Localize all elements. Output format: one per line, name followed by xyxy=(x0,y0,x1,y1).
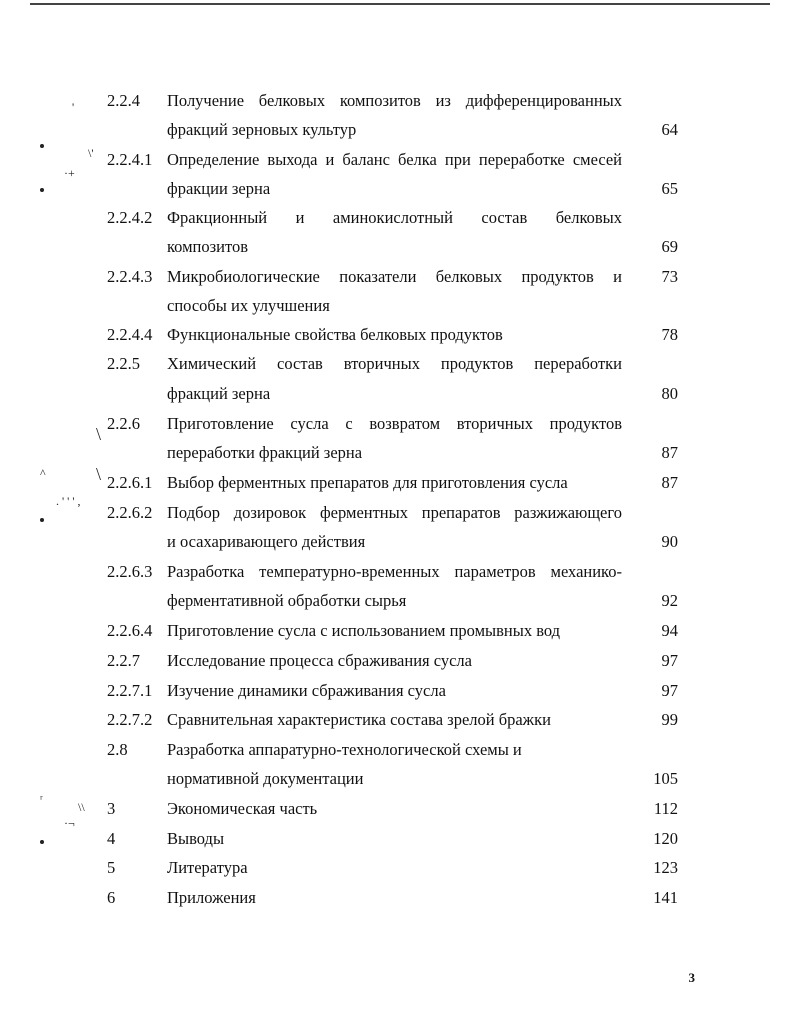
toc-number: 2.2.4.3 xyxy=(107,267,153,286)
toc-page: 141 xyxy=(653,888,678,907)
toc-row xyxy=(0,769,791,799)
toc-title: Функциональные свойства белковых продуктов xyxy=(167,325,503,344)
scan-mark xyxy=(40,518,44,522)
scan-mark: ʳ xyxy=(40,792,43,806)
toc-number: 2.2.4.1 xyxy=(107,150,153,169)
toc-title: Экономическая часть xyxy=(167,799,318,818)
toc-number: 2.2.6.4 xyxy=(107,621,153,640)
toc-row xyxy=(0,150,791,180)
toc-title: Приготовление сусла с использованием промывных вод xyxy=(167,621,561,640)
toc-title: Микробиологические показатели белковых продуктов и xyxy=(167,267,622,286)
toc-number: 2.2.7.2 xyxy=(107,710,153,729)
toc-row xyxy=(0,384,791,414)
page-number: 3 xyxy=(688,970,695,985)
toc-number: 4 xyxy=(107,829,116,848)
toc-page: 90 xyxy=(661,532,678,551)
toc-number: 2.2.4.2 xyxy=(107,208,153,227)
toc-title: фракций зерновых культур xyxy=(167,120,357,139)
toc-number: 2.8 xyxy=(107,740,128,759)
toc-page: 97 xyxy=(661,651,678,670)
toc-row xyxy=(0,651,791,681)
toc-page: 105 xyxy=(653,769,678,788)
toc-page: 69 xyxy=(661,237,678,256)
toc-title: Приложения xyxy=(167,888,256,907)
toc-row xyxy=(0,325,791,355)
toc-row xyxy=(0,473,791,503)
toc-title: Получение белковых композитов из дифференцированных xyxy=(167,91,622,110)
toc-row xyxy=(0,799,791,829)
toc-title: Изучение динамики сбраживания сусла xyxy=(167,681,446,700)
toc-title: Химический состав вторичных продуктов переработки xyxy=(167,354,622,373)
toc-number: 2.2.6.1 xyxy=(107,473,153,492)
toc-number: 2.2.7 xyxy=(107,651,140,670)
scan-mark: \ xyxy=(96,424,102,444)
toc-title: и осахаривающего действия xyxy=(167,532,366,551)
toc-title: Разработка аппаратурно-технологической схемы и xyxy=(167,740,522,759)
toc-row xyxy=(0,296,791,326)
scan-mark: ' xyxy=(72,100,75,114)
toc-row xyxy=(0,888,791,918)
toc-title: нормативной документации xyxy=(167,769,364,788)
toc-page: 65 xyxy=(661,179,678,198)
toc-number: 2.2.4.4 xyxy=(107,325,153,344)
toc-title: композитов xyxy=(167,237,249,256)
toc-row xyxy=(0,621,791,651)
toc-page: 112 xyxy=(653,799,678,818)
toc-page: 92 xyxy=(661,591,678,610)
toc-title: Разработка температурно-временных параметров механико- xyxy=(167,562,622,581)
toc-row xyxy=(0,532,791,562)
toc-row xyxy=(0,562,791,592)
toc-row xyxy=(0,829,791,859)
toc-number: 3 xyxy=(107,799,116,818)
toc-row xyxy=(0,443,791,473)
scan-mark: \\ xyxy=(78,800,85,814)
toc-title: способы их улучшения xyxy=(167,296,330,315)
toc-page: 99 xyxy=(661,710,678,729)
toc-number: 2.2.6.3 xyxy=(107,562,153,581)
toc-page: 87 xyxy=(661,443,678,462)
scan-mark: ·¬ xyxy=(64,816,75,830)
toc-title: Выбор ферментных препаратов для приготовления сусла xyxy=(167,473,568,492)
toc-number: 6 xyxy=(107,888,116,907)
toc-title: Определение выхода и баланс белка при переработке смесей xyxy=(167,150,622,169)
toc-row xyxy=(0,120,791,150)
toc-page: 123 xyxy=(653,858,678,877)
scan-mark: ^ xyxy=(40,466,46,480)
toc-title: Литература xyxy=(167,858,248,877)
toc-title: Исследование процесса сбраживания сусла xyxy=(167,651,472,670)
toc-page: 73 xyxy=(661,267,678,286)
scan-mark: . ' ' ' , xyxy=(56,494,81,508)
scan-mark: \' xyxy=(88,146,94,160)
toc-page: 120 xyxy=(653,829,678,848)
scan-mark: ·+ xyxy=(64,166,75,180)
toc-title: переработки фракций зерна xyxy=(167,443,363,462)
toc-title: фракции зерна xyxy=(167,179,271,198)
scan-mark xyxy=(40,840,44,844)
toc-page: 94 xyxy=(661,621,678,640)
toc-row xyxy=(0,591,791,621)
toc-page: 64 xyxy=(661,120,678,139)
toc-number: 2.2.5 xyxy=(107,354,140,373)
toc-title: Приготовление сусла с возвратом вторичных продуктов xyxy=(167,414,622,433)
toc-title: фракций зерна xyxy=(167,384,271,403)
toc-page: 97 xyxy=(661,681,678,700)
toc-number: 2.2.6.2 xyxy=(107,503,153,522)
toc-row xyxy=(0,710,791,740)
toc-page: 80 xyxy=(661,384,678,403)
toc-title: Выводы xyxy=(167,829,225,848)
toc-row xyxy=(0,681,791,711)
toc-row xyxy=(0,503,791,533)
toc-number: 5 xyxy=(107,858,116,877)
toc-number: 2.2.6 xyxy=(107,414,140,433)
toc-row xyxy=(0,354,791,384)
toc-title: ферментативной обработки сырья xyxy=(167,591,407,610)
toc-row xyxy=(0,267,791,297)
scan-mark xyxy=(40,188,44,192)
toc-row xyxy=(0,858,791,888)
toc-title: Сравнительная характеристика состава зрелой бражки xyxy=(167,710,551,729)
toc-row xyxy=(0,91,791,121)
toc-row xyxy=(0,179,791,209)
toc-row xyxy=(0,414,791,444)
toc-page: 87 xyxy=(661,473,678,492)
toc-row xyxy=(0,208,791,238)
toc-number: 2.2.7.1 xyxy=(107,681,153,700)
toc-title: Фракционный и аминокислотный состав белковых xyxy=(167,208,622,227)
toc-row xyxy=(0,237,791,267)
toc-page: 78 xyxy=(661,325,678,344)
scan-mark: \ xyxy=(96,464,102,484)
scan-mark xyxy=(40,144,44,148)
toc-row xyxy=(0,740,791,770)
toc-number: 2.2.4 xyxy=(107,91,140,110)
toc-title: Подбор дозировок ферментных препаратов разжижающего xyxy=(167,503,622,522)
